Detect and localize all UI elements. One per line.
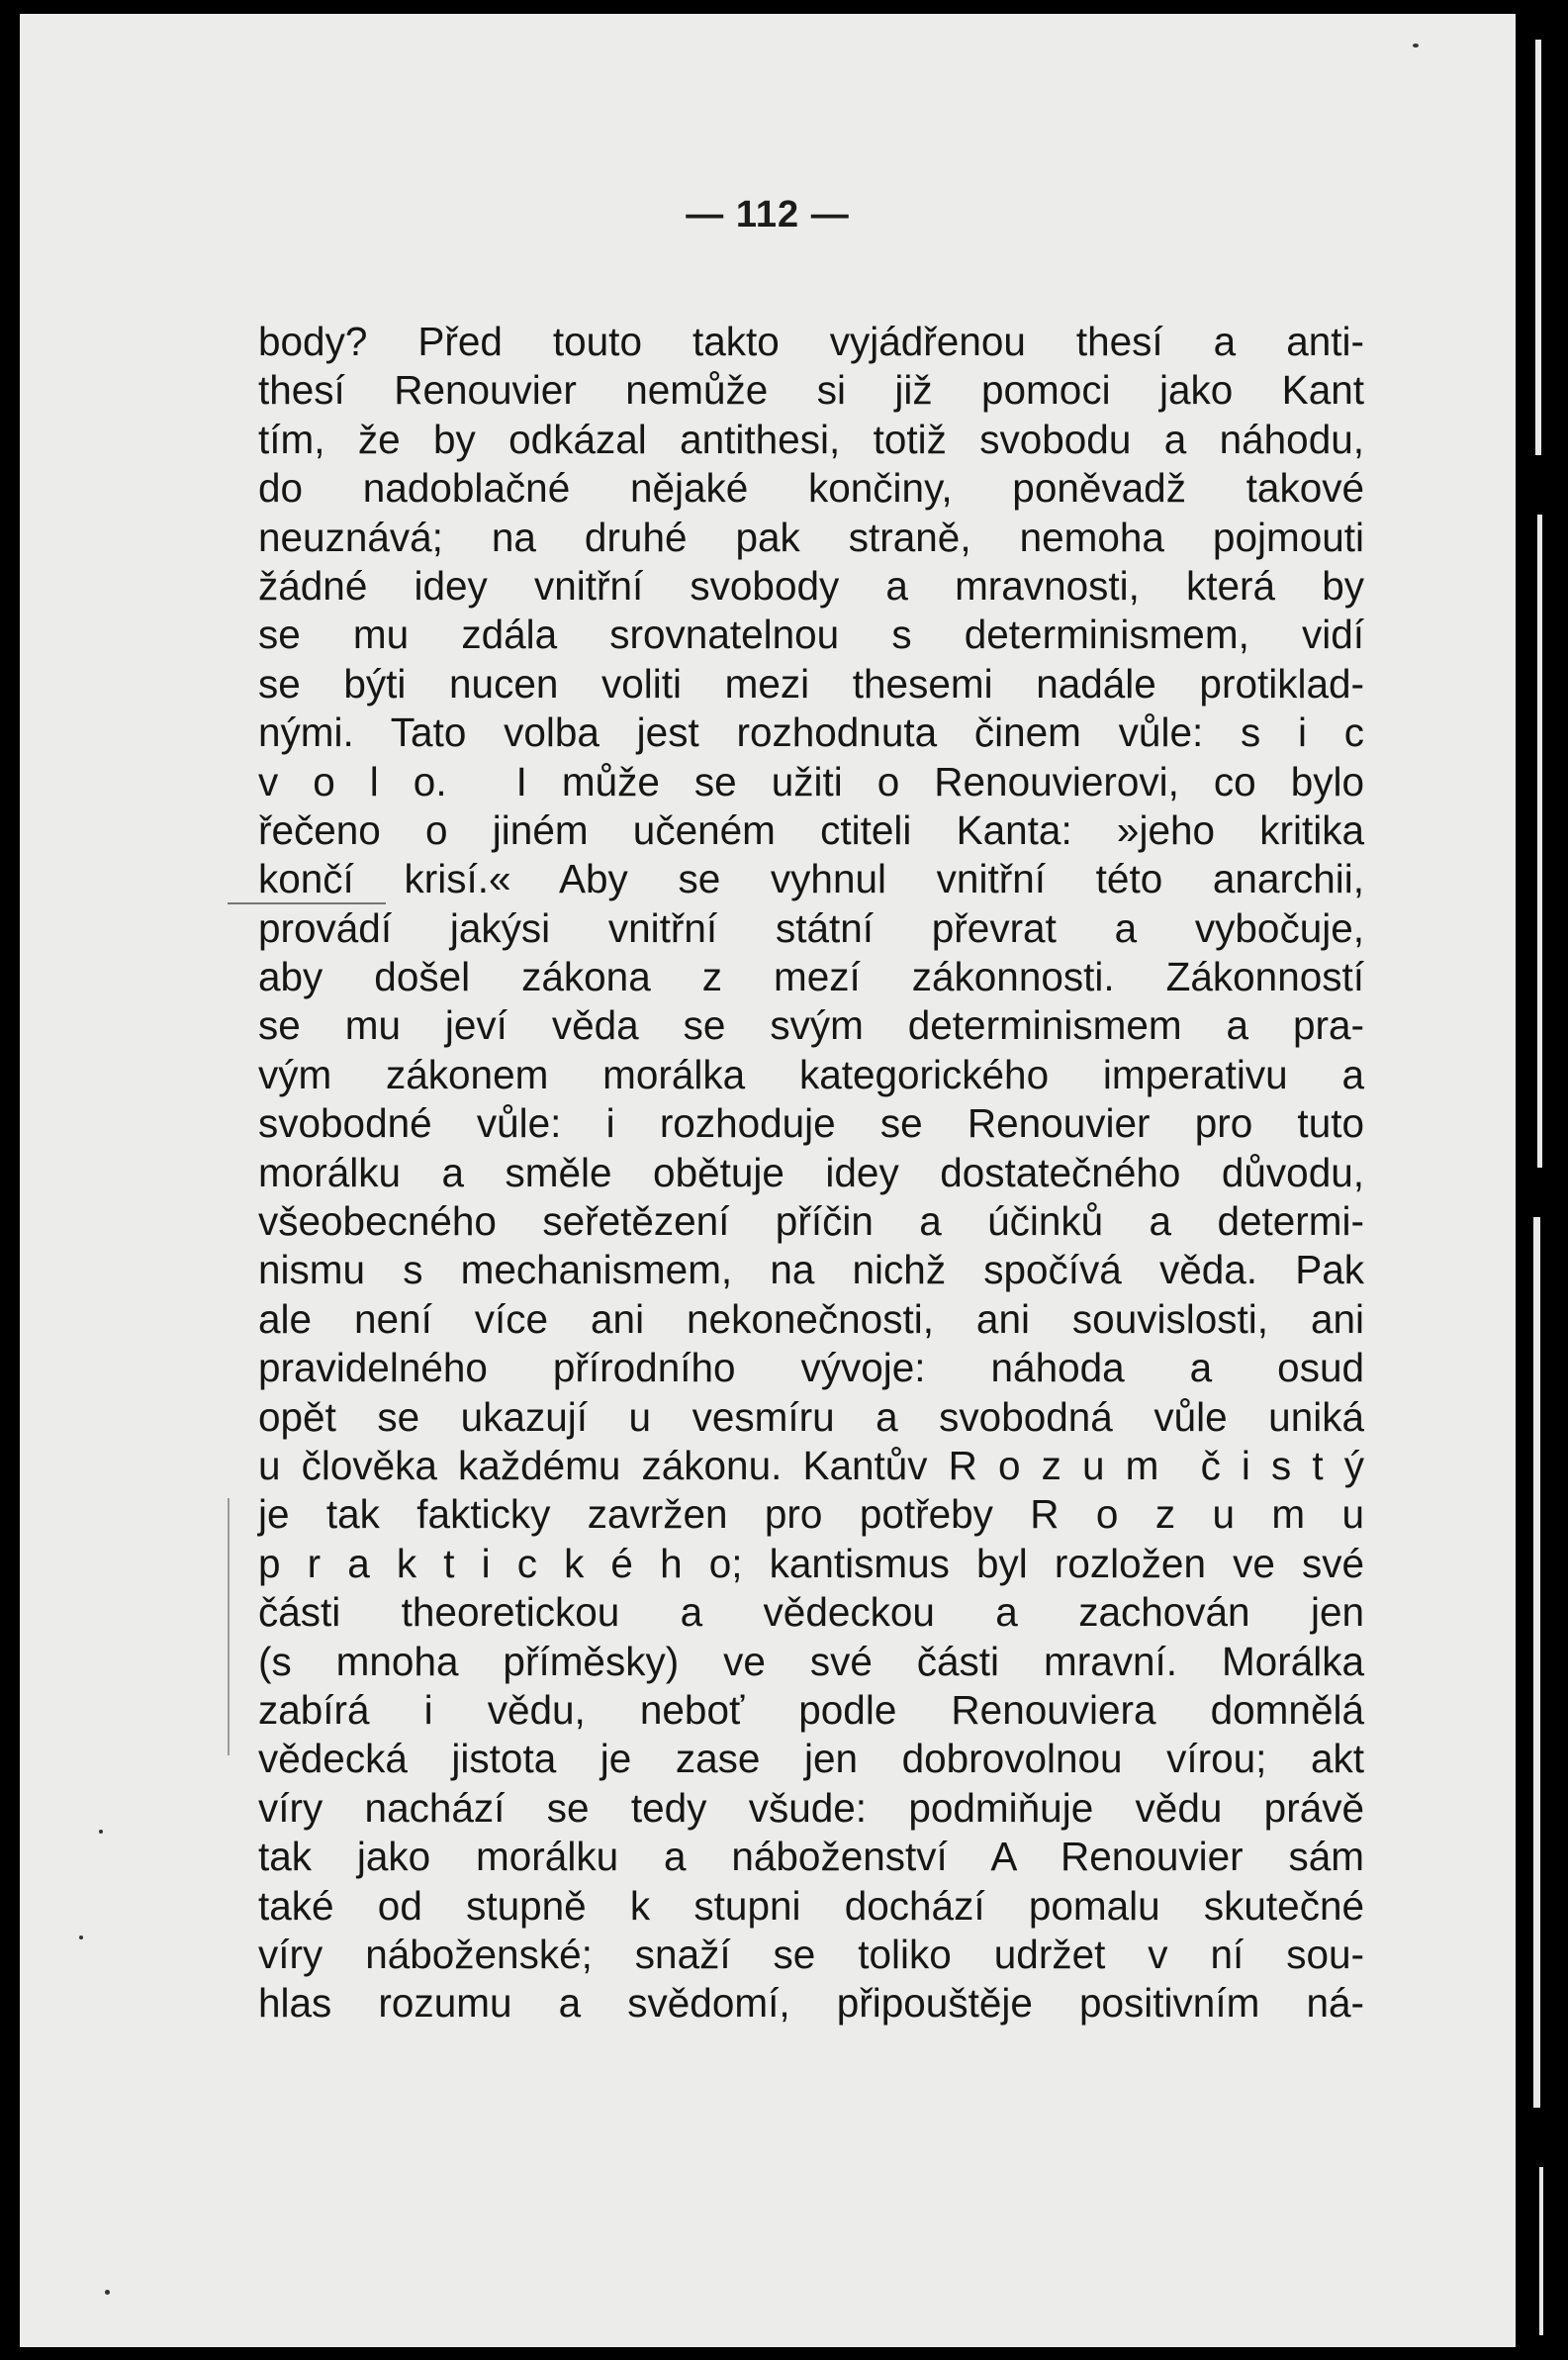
text-line: končí krisí.« Aby se vyhnul vnitřní této anarchii, xyxy=(258,856,1364,902)
text-line: provádí jakýsi vnitřní státní převrat a vybočuje, xyxy=(258,904,1364,951)
text-line: body? Před touto takto vyjádřenou thesí a anti- xyxy=(258,319,1364,364)
speck xyxy=(105,2290,110,2295)
text-line: tím, že by odkázal antithesi, totiž svobodu a náhodu, xyxy=(258,416,1364,462)
text-line: v o l o. I může se užiti o Renouvierovi, co bylo xyxy=(258,758,1364,804)
text-line: opět se ukazují u vesmíru a svobodná vůle uniká xyxy=(258,1393,1364,1440)
text-line: p r a k t i c k é h o; kantismus byl rozložen ve své xyxy=(258,1540,1364,1586)
text-line: žádné idey vnitřní svobody a mravnosti, která by xyxy=(258,562,1364,609)
edge-highlight xyxy=(1535,40,1541,455)
edge-highlight xyxy=(1539,2167,1543,2335)
text-line: aby došel zákona z mezí zákonnosti. Zákonností xyxy=(258,954,1364,1000)
text-line: se býti nucen voliti mezi thesemi nadále protiklad- xyxy=(258,660,1364,707)
text-line: se mu zdála srovnatelnou s determinismem, vidí xyxy=(258,612,1364,658)
text-line: části theoretickou a vědeckou a zachován jen xyxy=(258,1589,1364,1636)
speck xyxy=(228,1498,230,1755)
text-line: tak jako morálku a náboženství A Renouvier sám xyxy=(258,1834,1364,1880)
speck xyxy=(1413,44,1419,47)
text-line: víry náboženské; snaží se toliko udržet v ní sou- xyxy=(258,1931,1364,1977)
text-line: neuznává; na druhé pak straně, nemoha pojmouti xyxy=(258,514,1364,560)
text-line: thesí Renouvier nemůže si již pomoci jako Kant xyxy=(258,367,1364,414)
page-number-header: — 112 — xyxy=(686,194,850,236)
body-text xyxy=(258,318,1364,2029)
text-line: zabírá i vědu, neboť podle Renouviera domnělá xyxy=(258,1686,1364,1733)
text-line: vým zákonem morálka kategorického imperativu a xyxy=(258,1051,1364,1097)
speck xyxy=(79,1935,83,1939)
speck xyxy=(228,902,386,904)
text-line: nismu s mechanismem, na nichž spočívá věda. Pak xyxy=(258,1247,1364,1293)
text-line: také od stupně k stupni dochází pomalu skutečné xyxy=(258,1882,1364,1929)
text-line: je tak fakticky zavržen pro potřeby R o z u m u xyxy=(258,1491,1364,1538)
text-line: u člověka každému zákonu. Kantův R o z u m č i s t ý xyxy=(258,1442,1364,1488)
text-line: morálku a směle obětuje idey dostatečného důvodu, xyxy=(258,1149,1364,1195)
scan-edge xyxy=(1516,0,1568,2360)
edge-highlight xyxy=(1533,1217,1540,2108)
text-line: do nadoblačné nějaké končiny, poněvadž takové xyxy=(258,465,1364,512)
text-line: pravidelného přírodního vývoje: náhoda a osud xyxy=(258,1345,1364,1391)
text-line: nými. Tato volba jest rozhodnuta činem vůle: s i c xyxy=(258,709,1364,756)
text-line: všeobecného seřetězení příčin a účinků a determi- xyxy=(258,1198,1364,1245)
speck xyxy=(99,1830,103,1834)
text-line: vědecká jistota je zase jen dobrovolnou vírou; akt xyxy=(258,1736,1364,1782)
text-line: se mu jeví věda se svým determinismem a pra- xyxy=(258,1002,1364,1049)
text-line: řečeno o jiném učeném ctiteli Kanta: »jeho kritika xyxy=(258,806,1364,853)
edge-highlight xyxy=(1537,515,1542,1168)
text-line: svobodné vůle: i rozhoduje se Renouvier pro tuto xyxy=(258,1100,1364,1147)
book-page xyxy=(20,14,1516,2347)
text-line: (s mnoha příměsky) ve své části mravní. Morálka xyxy=(258,1638,1364,1684)
text-line: hlas rozumu a svědomí, připouštěje positivním ná- xyxy=(258,1980,1364,2027)
text-line: ale není více ani nekonečnosti, ani souvislosti, ani xyxy=(258,1295,1364,1342)
text-line: víry nachází se tedy všude: podmiňuje vědu právě xyxy=(258,1784,1364,1831)
